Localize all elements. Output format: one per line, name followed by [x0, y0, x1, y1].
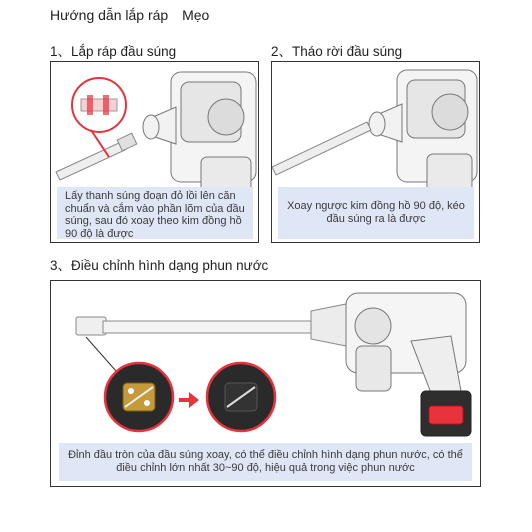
tips-tag: Mẹo — [182, 7, 210, 23]
step-1-heading — [50, 40, 176, 60]
step-1-panel — [50, 61, 259, 243]
step-1-caption-line: Lấy thanh súng đoạn đỏ lồi lên căn — [65, 190, 236, 202]
step-2-number: 2、 — [271, 44, 293, 59]
page-header — [50, 7, 219, 23]
step-1-title: Lắp ráp đầu súng — [71, 44, 177, 59]
step-3-caption-line: Đỉnh đầu tròn của đầu súng xoay, có thể điều chỉnh hình dạng phun nước, có thể — [68, 449, 463, 461]
step-3-caption — [59, 443, 472, 481]
step-2-panel — [271, 61, 480, 243]
step-2-caption — [278, 187, 474, 239]
step-1-number: 1、 — [50, 44, 72, 59]
page-title: Hướng dẫn lắp ráp — [50, 7, 169, 23]
step-2-heading — [271, 40, 402, 60]
step-2-title: Tháo rời đầu súng — [292, 44, 403, 59]
step-1-caption — [57, 187, 253, 239]
step-1-caption-line: chuẩn và cắm vào phần lõm của đầu — [65, 202, 245, 215]
step-3-title: Điều chỉnh hình dạng phun nước — [71, 258, 269, 273]
step-2-caption-line: Xoay ngược kim đồng hồ 90 độ, kéo — [287, 200, 465, 212]
step-3-number: 3、 — [50, 258, 72, 273]
step-3-panel — [50, 280, 481, 487]
step-1-caption-line: súng, sau đó xoay theo kim đồng hồ — [65, 215, 242, 227]
step-2-caption-line: đầu súng ra là được — [326, 212, 426, 225]
step-3-caption-line: điều chỉnh lớn nhất 30~90 độ, hiệu quả trong việc phun nước — [116, 461, 415, 474]
step-3-heading — [50, 254, 268, 274]
step-1-caption-line: 90 độ là được — [65, 227, 134, 240]
